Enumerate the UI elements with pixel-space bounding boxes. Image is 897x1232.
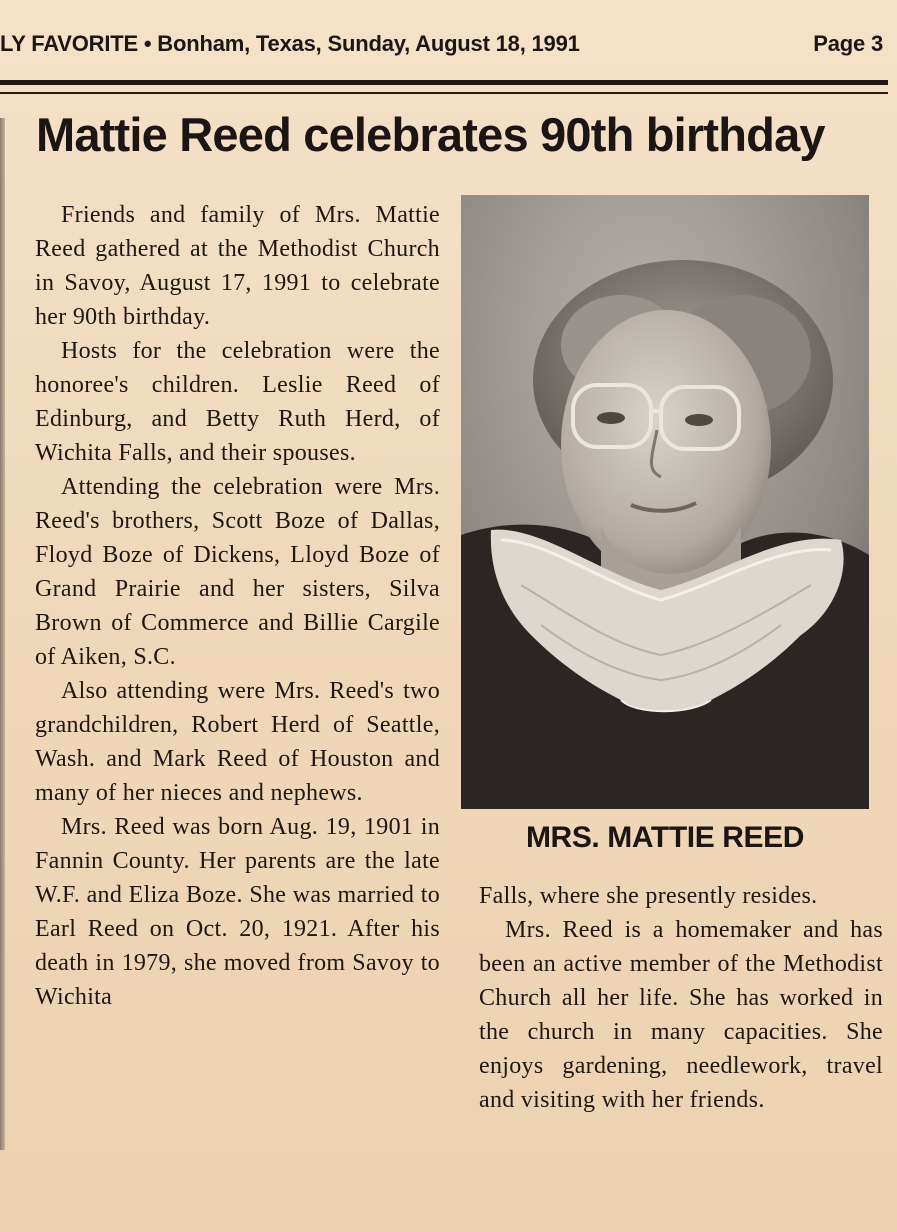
header-rule-thick — [0, 80, 888, 85]
paragraph: Mrs. Reed was born Aug. 19, 1901 in Fannin County. Her parents are the late W.F. and Eliza Boze. She was married to Earl Reed on Oct. 20, 1921. After his death in 1979, she moved from Savoy to Wichita — [35, 814, 440, 1010]
article-headline: Mattie Reed celebrates 90th birthday — [36, 108, 825, 161]
paragraph: Hosts for the celebration were the honoree's children. Leslie Reed of Edinburg, and Betty Ruth Herd, of Wichita Falls, and their spouses. — [35, 338, 440, 466]
photo-caption: MRS. MATTIE REED — [525, 821, 805, 854]
article-right-column — [479, 879, 883, 1117]
page-number: Page 3 — [813, 31, 883, 56]
masthead-text: LY FAVORITE • Bonham, Texas, Sunday, August 18, 1991 — [0, 31, 580, 56]
portrait-photo — [461, 195, 869, 809]
paragraph: Mrs. Reed is a homemaker and has been an active member of the Methodist Church all her life. She has worked in the church in many capacities. She enjoys gardening, needlework, travel and visiting with her friends. — [479, 917, 883, 1113]
paragraph: Attending the celebration were Mrs. Reed's brothers, Scott Boze of Dallas, Floyd Boze of Dickens, Lloyd Boze of Grand Prairie and her sisters, Silva Brown of Commerce and Billie Cargile of Aiken, S.C. — [35, 474, 440, 670]
paragraph: Falls, where she presently resides. — [479, 883, 818, 909]
paragraph: Friends and family of Mrs. Mattie Reed gathered at the Methodist Church in Savoy, August 17, 1991 to celebrate her 90th birthday. — [35, 202, 440, 330]
article-left-column — [35, 198, 440, 1014]
header-rule-thin — [0, 92, 888, 94]
paragraph: Also attending were Mrs. Reed's two grandchildren, Robert Herd of Seattle, Wash. and Mark Reed of Houston and many of her nieces and nephews. — [35, 678, 440, 806]
page-edge-shadow — [0, 118, 5, 1150]
page-header — [0, 24, 897, 64]
portrait-image — [461, 195, 869, 809]
